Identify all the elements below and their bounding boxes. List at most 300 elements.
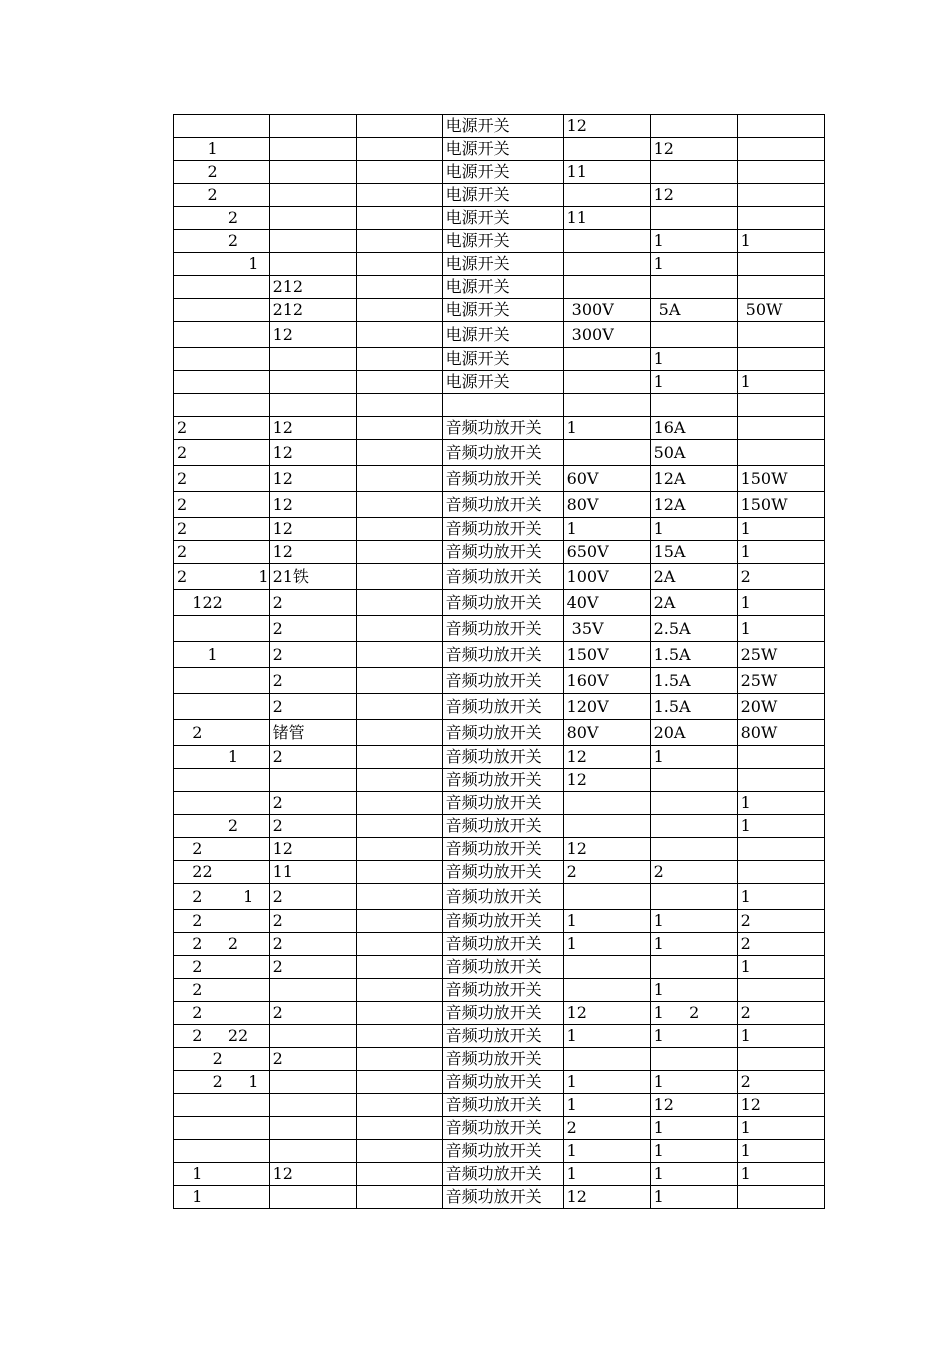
table-cell-col-voltage: 12 (563, 115, 650, 138)
table-cell-col-voltage (563, 1048, 650, 1071)
table-cell-col-a: 2 (174, 440, 270, 466)
table-cell-col-power: 1 (737, 230, 824, 253)
table-cell-col-a: 1 (174, 1186, 270, 1209)
table-row (174, 792, 825, 815)
table-cell-col-c (356, 276, 442, 299)
table-cell-col-c (356, 933, 442, 956)
table-cell-col-c (356, 564, 442, 590)
table-cell-col-b (269, 1071, 356, 1094)
table-cell-col-power (737, 861, 824, 884)
table-cell-col-b (269, 184, 356, 207)
table-cell-col-c (356, 1002, 442, 1025)
table-row (174, 1071, 825, 1094)
table-cell-col-name: 音频功放开关 (442, 1094, 563, 1117)
table-cell-col-a: 1 (174, 138, 270, 161)
table-cell-col-c (356, 348, 442, 371)
table-cell-col-a: 2 1 (174, 564, 270, 590)
table-cell-col-a: 122 (174, 590, 270, 616)
table-cell-col-a (174, 1094, 270, 1117)
table-cell-col-a: 2 (174, 417, 270, 440)
table-row (174, 207, 825, 230)
table-cell-col-a (174, 668, 270, 694)
table-cell-col-current (650, 884, 737, 910)
table-cell-col-voltage: 650V (563, 541, 650, 564)
table-cell-col-c (356, 720, 442, 746)
table-cell-col-name (442, 394, 563, 417)
table-cell-col-current: 1.5A (650, 642, 737, 668)
table-cell-col-c (356, 815, 442, 838)
table-cell-col-c (356, 417, 442, 440)
table-row (174, 394, 825, 417)
table-cell-col-current: 20A (650, 720, 737, 746)
table-cell-col-b (269, 230, 356, 253)
table-cell-col-b: 212 (269, 299, 356, 322)
table-cell-col-a: 2 (174, 956, 270, 979)
table-cell-col-c (356, 1071, 442, 1094)
table-row (174, 253, 825, 276)
table-cell-col-name: 电源开关 (442, 253, 563, 276)
table-cell-col-c (356, 1025, 442, 1048)
table-cell-col-a (174, 322, 270, 348)
table-cell-col-name: 电源开关 (442, 276, 563, 299)
table-cell-col-power: 1 (737, 1117, 824, 1140)
table-cell-col-b: 12 (269, 466, 356, 492)
table-row (174, 838, 825, 861)
table-cell-col-b: 2 (269, 1048, 356, 1071)
table-cell-col-current: 12 (650, 138, 737, 161)
table-cell-col-power (737, 1048, 824, 1071)
table-cell-col-a: 2 (174, 815, 270, 838)
table-cell-col-c (356, 1048, 442, 1071)
table-cell-col-a: 2 1 (174, 1071, 270, 1094)
table-cell-col-a (174, 616, 270, 642)
table-row (174, 138, 825, 161)
table-cell-col-current (650, 161, 737, 184)
table-row (174, 933, 825, 956)
table-cell-col-b (269, 1186, 356, 1209)
table-cell-col-power: 1 (737, 616, 824, 642)
table-cell-col-voltage: 11 (563, 161, 650, 184)
table-cell-col-current: 2A (650, 590, 737, 616)
table-cell-col-c (356, 492, 442, 518)
table-row (174, 1048, 825, 1071)
table-cell-col-b: 12 (269, 518, 356, 541)
table-cell-col-a (174, 769, 270, 792)
table-cell-col-power: 1 (737, 371, 824, 394)
table-row (174, 276, 825, 299)
table-cell-col-c (356, 792, 442, 815)
table-cell-col-b: 2 (269, 694, 356, 720)
table-cell-col-a: 2 (174, 1002, 270, 1025)
table-cell-col-voltage (563, 440, 650, 466)
table-cell-col-current: 1 (650, 371, 737, 394)
table-cell-col-voltage (563, 138, 650, 161)
table-cell-col-current (650, 792, 737, 815)
table-cell-col-b: 2 (269, 746, 356, 769)
table-cell-col-power (737, 207, 824, 230)
table-row (174, 299, 825, 322)
table-cell-col-current (650, 956, 737, 979)
table-cell-col-current: 1 (650, 230, 737, 253)
table-cell-col-power: 25W (737, 642, 824, 668)
table-cell-col-voltage (563, 815, 650, 838)
table-cell-col-b: 12 (269, 492, 356, 518)
table-cell-col-current: 1.5A (650, 668, 737, 694)
table-cell-col-c (356, 1163, 442, 1186)
table-cell-col-current (650, 394, 737, 417)
table-cell-col-a: 2 22 (174, 1025, 270, 1048)
table-cell-col-c (356, 1094, 442, 1117)
table-row (174, 371, 825, 394)
table-cell-col-c (356, 138, 442, 161)
table-cell-col-a: 2 2 (174, 933, 270, 956)
table-row (174, 720, 825, 746)
table-cell-col-power (737, 184, 824, 207)
table-row (174, 115, 825, 138)
table-cell-col-power: 1 (737, 1140, 824, 1163)
table-cell-col-power (737, 838, 824, 861)
table-cell-col-voltage: 12 (563, 838, 650, 861)
table-cell-col-b (269, 1094, 356, 1117)
table-cell-col-b (269, 161, 356, 184)
table-cell-col-voltage: 2 (563, 861, 650, 884)
table-cell-col-b: 2 (269, 642, 356, 668)
table-cell-col-voltage: 120V (563, 694, 650, 720)
table-row (174, 769, 825, 792)
table-cell-col-name: 音频功放开关 (442, 838, 563, 861)
table-cell-col-voltage: 100V (563, 564, 650, 590)
table-cell-col-b (269, 979, 356, 1002)
table-cell-col-a: 1 (174, 1163, 270, 1186)
table-cell-col-current: 1 (650, 746, 737, 769)
table-cell-col-name: 音频功放开关 (442, 642, 563, 668)
table-cell-col-c (356, 299, 442, 322)
table-row (174, 1117, 825, 1140)
table-cell-col-a: 2 (174, 979, 270, 1002)
table-cell-col-b: 2 (269, 910, 356, 933)
table-cell-col-name: 音频功放开关 (442, 861, 563, 884)
table-cell-col-c (356, 230, 442, 253)
table-cell-col-current: 16A (650, 417, 737, 440)
table-cell-col-power: 12 (737, 1094, 824, 1117)
table-cell-col-b: 212 (269, 276, 356, 299)
table-cell-col-voltage (563, 230, 650, 253)
table-cell-col-name: 电源开关 (442, 371, 563, 394)
table-cell-col-a (174, 371, 270, 394)
table-cell-col-voltage: 1 (563, 1094, 650, 1117)
table-row (174, 466, 825, 492)
table-cell-col-name: 音频功放开关 (442, 1048, 563, 1071)
table-cell-col-c (356, 518, 442, 541)
table-cell-col-power (737, 161, 824, 184)
table-cell-col-b (269, 769, 356, 792)
table-cell-col-name: 电源开关 (442, 230, 563, 253)
table-cell-col-name: 电源开关 (442, 184, 563, 207)
table-cell-col-name: 音频功放开关 (442, 1071, 563, 1094)
table-cell-col-power: 1 (737, 815, 824, 838)
table-cell-col-name: 电源开关 (442, 299, 563, 322)
table-cell-col-name: 音频功放开关 (442, 956, 563, 979)
table-cell-col-voltage (563, 371, 650, 394)
table-cell-col-b (269, 394, 356, 417)
table-row (174, 564, 825, 590)
table-cell-col-a: 2 (174, 492, 270, 518)
table-cell-col-c (356, 668, 442, 694)
table-cell-col-current: 5A (650, 299, 737, 322)
table-cell-col-current (650, 115, 737, 138)
table-cell-col-name: 音频功放开关 (442, 884, 563, 910)
table-cell-col-power: 2 (737, 564, 824, 590)
table-cell-col-a: 2 (174, 541, 270, 564)
table-cell-col-current (650, 207, 737, 230)
table-cell-col-name: 音频功放开关 (442, 668, 563, 694)
table-cell-col-b: 12 (269, 1163, 356, 1186)
table-row (174, 668, 825, 694)
table-row (174, 1163, 825, 1186)
table-cell-col-voltage: 1 (563, 910, 650, 933)
table-cell-col-voltage (563, 348, 650, 371)
table-row (174, 590, 825, 616)
table-cell-col-power (737, 276, 824, 299)
table-row (174, 1140, 825, 1163)
table-cell-col-a: 2 (174, 466, 270, 492)
table-cell-col-voltage (563, 884, 650, 910)
table-cell-col-power (737, 348, 824, 371)
table-cell-col-b: 11 (269, 861, 356, 884)
table-cell-col-power: 150W (737, 492, 824, 518)
table-cell-col-c (356, 440, 442, 466)
table-cell-col-c (356, 371, 442, 394)
table-cell-col-voltage: 2 (563, 1117, 650, 1140)
table-cell-col-power (737, 746, 824, 769)
table-cell-col-voltage: 1 (563, 518, 650, 541)
table-cell-col-name: 音频功放开关 (442, 933, 563, 956)
table-cell-col-b: 2 (269, 815, 356, 838)
table-cell-col-name: 音频功放开关 (442, 518, 563, 541)
table-cell-col-power: 1 (737, 541, 824, 564)
table-cell-col-c (356, 1117, 442, 1140)
table-cell-col-name: 音频功放开关 (442, 1140, 563, 1163)
table-cell-col-c (356, 746, 442, 769)
table-cell-col-b: 2 (269, 884, 356, 910)
table-cell-col-c (356, 590, 442, 616)
table-cell-col-power: 1 (737, 792, 824, 815)
table-cell-col-name: 音频功放开关 (442, 492, 563, 518)
table-row (174, 616, 825, 642)
table-cell-col-voltage (563, 979, 650, 1002)
table-cell-col-current: 1 (650, 1186, 737, 1209)
table-cell-col-name: 电源开关 (442, 115, 563, 138)
table-cell-col-c (356, 616, 442, 642)
table-cell-col-b: 2 (269, 590, 356, 616)
table-cell-col-power (737, 322, 824, 348)
table-cell-col-voltage (563, 956, 650, 979)
table-cell-col-a (174, 1117, 270, 1140)
table-row (174, 746, 825, 769)
table-cell-col-a (174, 792, 270, 815)
table-row (174, 1025, 825, 1048)
table-cell-col-c (356, 161, 442, 184)
table-cell-col-power (737, 769, 824, 792)
table-row (174, 417, 825, 440)
table-cell-col-power: 1 (737, 884, 824, 910)
table-cell-col-name: 音频功放开关 (442, 815, 563, 838)
table-cell-col-power (737, 115, 824, 138)
table-cell-col-power: 50W (737, 299, 824, 322)
table-cell-col-c (356, 184, 442, 207)
table-cell-col-power: 1 (737, 590, 824, 616)
table-cell-col-a: 2 (174, 518, 270, 541)
table-cell-col-name: 音频功放开关 (442, 541, 563, 564)
table-cell-col-name: 音频功放开关 (442, 466, 563, 492)
table-cell-col-voltage: 1 (563, 417, 650, 440)
table-cell-col-current: 1 (650, 933, 737, 956)
table-cell-col-power (737, 417, 824, 440)
table-cell-col-b (269, 1117, 356, 1140)
table-cell-col-power (737, 1186, 824, 1209)
table-cell-col-current: 2A (650, 564, 737, 590)
table-cell-col-current: 1 (650, 1163, 737, 1186)
table-cell-col-b: 12 (269, 417, 356, 440)
table-cell-col-name: 音频功放开关 (442, 1186, 563, 1209)
table-cell-col-power: 2 (737, 910, 824, 933)
table-cell-col-a: 22 (174, 861, 270, 884)
table-cell-col-power: 150W (737, 466, 824, 492)
table-cell-col-name: 音频功放开关 (442, 792, 563, 815)
table-cell-col-voltage: 160V (563, 668, 650, 694)
table-cell-col-c (356, 541, 442, 564)
table-row (174, 956, 825, 979)
table-row (174, 348, 825, 371)
table-cell-col-voltage: 1 (563, 933, 650, 956)
table-cell-col-b: 12 (269, 440, 356, 466)
table-cell-col-voltage (563, 792, 650, 815)
table-row (174, 861, 825, 884)
table-cell-col-current: 50A (650, 440, 737, 466)
table-row (174, 815, 825, 838)
table-cell-col-voltage: 300V (563, 322, 650, 348)
table-cell-col-c (356, 694, 442, 720)
table-cell-col-c (356, 1186, 442, 1209)
table-row (174, 230, 825, 253)
table-cell-col-power (737, 138, 824, 161)
table-cell-col-current: 2 (650, 861, 737, 884)
table-cell-col-voltage: 80V (563, 492, 650, 518)
table-cell-col-b: 2 (269, 1002, 356, 1025)
table-cell-col-current (650, 769, 737, 792)
table-cell-col-b: 2 (269, 933, 356, 956)
table-cell-col-current: 1 (650, 979, 737, 1002)
table-cell-col-b (269, 348, 356, 371)
table-cell-col-name: 音频功放开关 (442, 564, 563, 590)
table-cell-col-current: 12 (650, 184, 737, 207)
table-cell-col-b: 21铁 (269, 564, 356, 590)
table-cell-col-current: 1 (650, 1025, 737, 1048)
table-cell-col-power: 2 (737, 1002, 824, 1025)
table-cell-col-b (269, 1140, 356, 1163)
table-cell-col-power: 2 (737, 1071, 824, 1094)
table-cell-col-a: 2 (174, 184, 270, 207)
table-cell-col-power: 2 (737, 933, 824, 956)
table-cell-col-a: 2 (174, 838, 270, 861)
table-cell-col-power: 1 (737, 956, 824, 979)
table-cell-col-voltage: 11 (563, 207, 650, 230)
table-cell-col-a: 2 1 (174, 884, 270, 910)
table-cell-col-power: 80W (737, 720, 824, 746)
table-cell-col-voltage (563, 253, 650, 276)
table-cell-col-c (356, 884, 442, 910)
table-cell-col-b (269, 138, 356, 161)
table-cell-col-b: 12 (269, 541, 356, 564)
table-row (174, 161, 825, 184)
table-cell-col-name: 电源开关 (442, 322, 563, 348)
table-cell-col-a (174, 276, 270, 299)
parts-table (173, 114, 825, 1209)
table-cell-col-current: 1 (650, 348, 737, 371)
table-cell-col-name: 电源开关 (442, 348, 563, 371)
table-cell-col-power (737, 253, 824, 276)
table-cell-col-power (737, 440, 824, 466)
table-cell-col-b: 2 (269, 792, 356, 815)
table-row (174, 184, 825, 207)
table-row (174, 518, 825, 541)
table-cell-col-current (650, 322, 737, 348)
table-cell-col-current: 1 (650, 253, 737, 276)
table-cell-col-a (174, 394, 270, 417)
table-cell-col-c (356, 322, 442, 348)
table-cell-col-power (737, 979, 824, 1002)
table-cell-col-a: 1 (174, 746, 270, 769)
table-cell-col-c (356, 642, 442, 668)
table-row (174, 979, 825, 1002)
table-cell-col-c (356, 1140, 442, 1163)
table-row (174, 322, 825, 348)
table-cell-col-current: 1.5A (650, 694, 737, 720)
table-cell-col-name: 音频功放开关 (442, 616, 563, 642)
table-cell-col-name: 音频功放开关 (442, 979, 563, 1002)
table-cell-col-c (356, 207, 442, 230)
table-cell-col-c (356, 253, 442, 276)
table-cell-col-voltage: 12 (563, 746, 650, 769)
table-cell-col-current: 15A (650, 541, 737, 564)
table-cell-col-current (650, 838, 737, 861)
table-cell-col-name: 音频功放开关 (442, 1025, 563, 1048)
table-cell-col-a: 2 (174, 910, 270, 933)
table-cell-col-a (174, 115, 270, 138)
table-cell-col-name: 音频功放开关 (442, 1002, 563, 1025)
table-body (174, 115, 825, 1209)
table-cell-col-voltage (563, 394, 650, 417)
table-cell-col-c (356, 956, 442, 979)
table-cell-col-c (356, 979, 442, 1002)
table-cell-col-name: 音频功放开关 (442, 694, 563, 720)
table-cell-col-voltage (563, 184, 650, 207)
table-cell-col-a (174, 299, 270, 322)
table-row (174, 492, 825, 518)
table-row (174, 440, 825, 466)
table-cell-col-name: 音频功放开关 (442, 769, 563, 792)
table-row (174, 694, 825, 720)
table-cell-col-name: 音频功放开关 (442, 440, 563, 466)
table-cell-col-current: 12A (650, 466, 737, 492)
table-cell-col-name: 音频功放开关 (442, 417, 563, 440)
table-cell-col-current: 1 (650, 518, 737, 541)
table-cell-col-b: 2 (269, 956, 356, 979)
table-cell-col-name: 音频功放开关 (442, 720, 563, 746)
table-cell-col-power: 1 (737, 518, 824, 541)
table-cell-col-voltage (563, 276, 650, 299)
table-cell-col-b (269, 371, 356, 394)
